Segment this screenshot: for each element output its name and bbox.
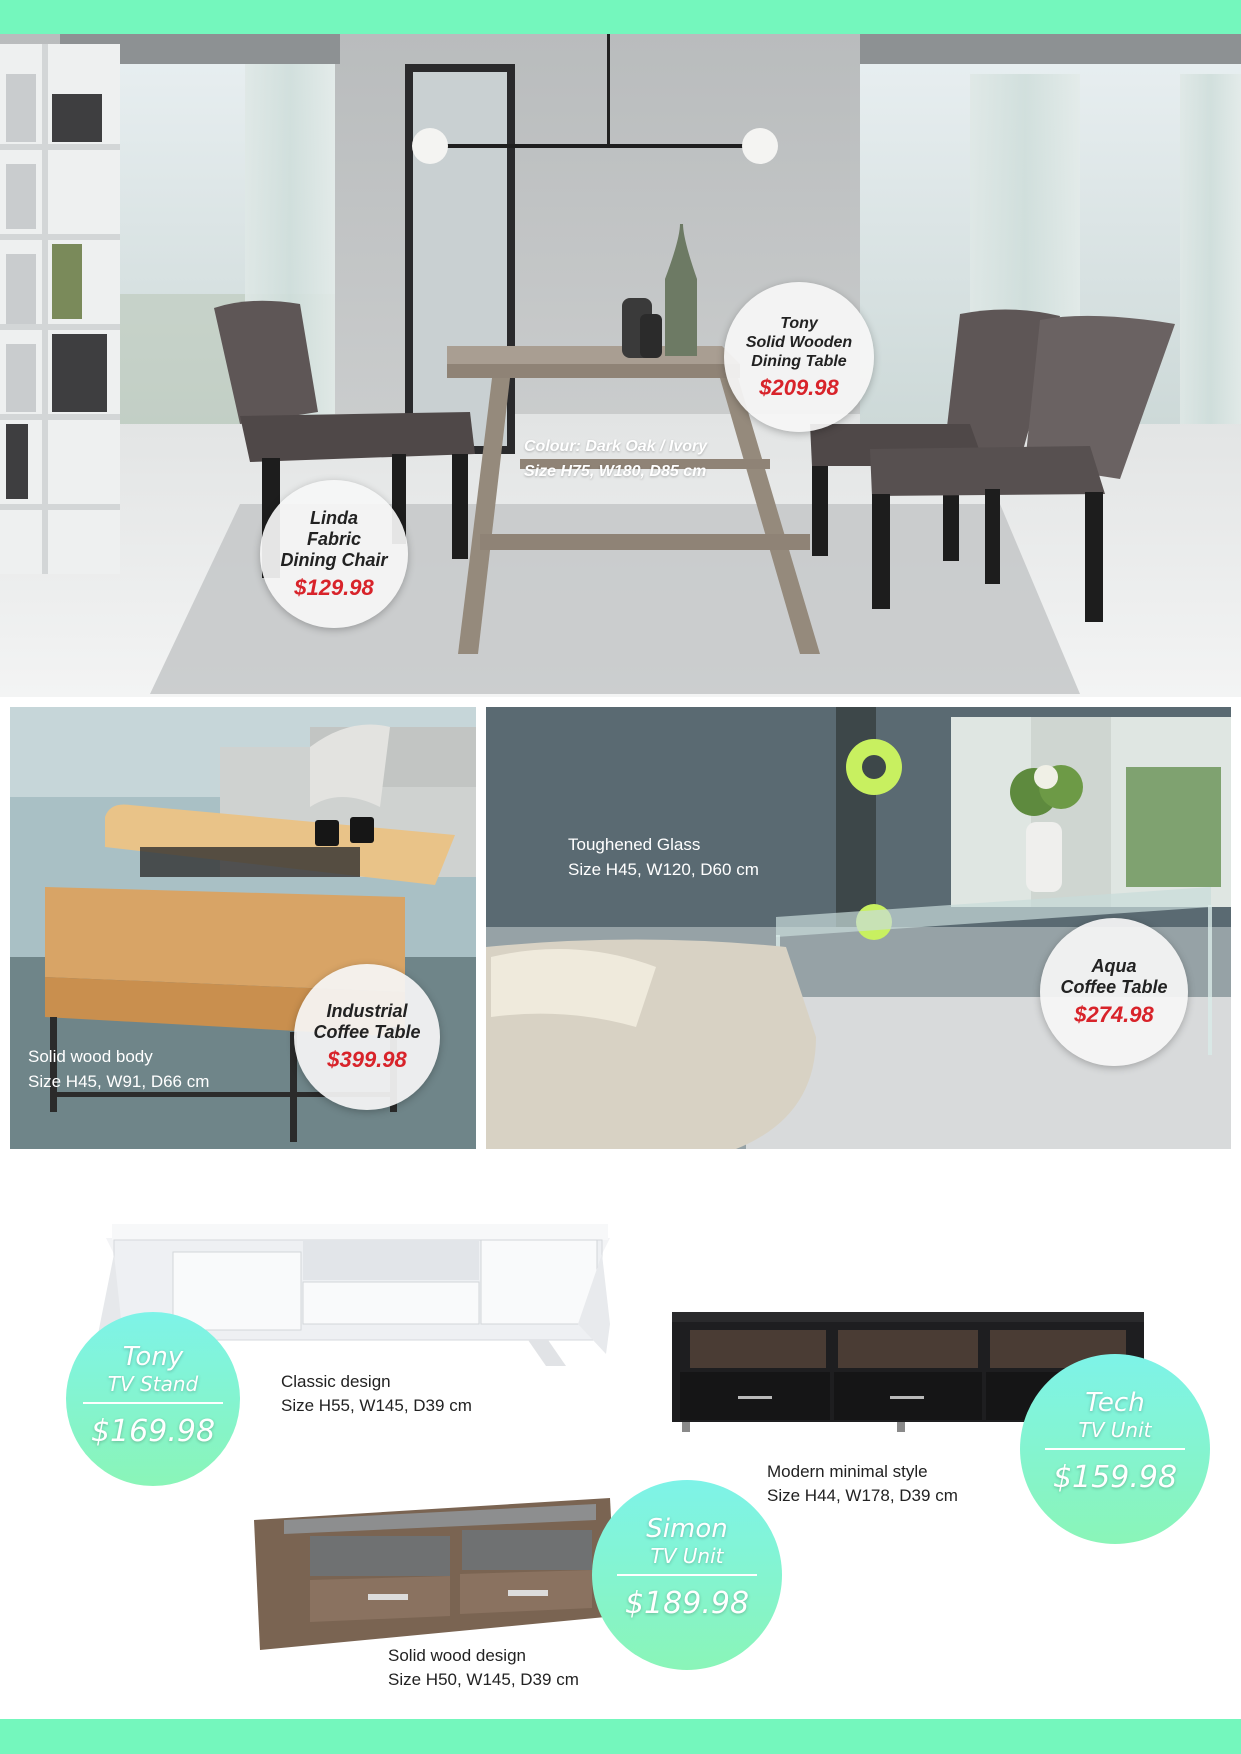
product-name: Linda: [310, 507, 358, 528]
product-name: Solid Wooden: [745, 333, 853, 351]
product-name: Tech: [1085, 1388, 1145, 1418]
product-name: Tony: [780, 314, 818, 332]
product-price: $129.98: [294, 574, 374, 600]
product-price: $399.98: [327, 1047, 407, 1072]
divider: [617, 1574, 757, 1576]
divider: [83, 1402, 223, 1404]
tony-dining-table-price-tag: [724, 282, 874, 432]
aqua-coffee-table-price-tag: [1040, 918, 1188, 1066]
product-price: $209.98: [759, 374, 839, 400]
simon-tv-unit-image: [250, 1490, 616, 1650]
simon-tv-unit-price-circle: [592, 1480, 782, 1670]
size-text: Size H45, W91, D66 cm: [28, 1072, 210, 1091]
dining-room-photo: [0, 34, 1241, 697]
product-price: $274.98: [1074, 1002, 1154, 1027]
design-text: Classic design: [281, 1372, 391, 1391]
tech-tv-unit-spec: [767, 1460, 958, 1508]
aqua-spec: [568, 832, 759, 882]
product-name: Industrial: [326, 1001, 408, 1021]
product-name: Fabric: [306, 528, 362, 549]
product-price: $169.98: [90, 1414, 216, 1449]
divider: [1045, 1448, 1185, 1450]
material-text: Toughened Glass: [568, 835, 701, 854]
simon-tv-unit-spec: [388, 1644, 579, 1692]
linda-chair-price-tag: [260, 480, 408, 628]
product-name: Coffee Table: [313, 1022, 421, 1042]
product-type: TV Stand: [107, 1372, 199, 1396]
product-type: TV Unit: [1078, 1418, 1152, 1442]
design-text: Solid wood design: [388, 1646, 526, 1665]
tech-tv-unit-price-circle: [1020, 1354, 1210, 1544]
product-name: Coffee Table: [1060, 977, 1168, 997]
size-text: Size H45, W120, D60 cm: [568, 860, 759, 879]
top-accent-bar: [0, 0, 1241, 34]
tony-tv-stand-spec: [281, 1370, 472, 1418]
industrial-spec: [28, 1044, 209, 1094]
material-text: Solid wood body: [28, 1047, 153, 1066]
colour-text: Colour: Dark Oak / Ivory: [524, 438, 708, 455]
product-name: Dining Chair: [280, 549, 388, 570]
product-name: Aqua: [1091, 956, 1137, 976]
size-text: Size H50, W145, D39 cm: [388, 1670, 579, 1689]
size-text: Size H55, W145, D39 cm: [281, 1396, 472, 1415]
industrial-coffee-table-price-tag: [294, 964, 440, 1110]
product-name: Tony: [122, 1342, 184, 1372]
bottom-accent-bar: [0, 1719, 1241, 1754]
product-price: $189.98: [624, 1586, 750, 1621]
product-type: TV Unit: [650, 1544, 724, 1568]
tony-tv-stand-price-circle: [66, 1312, 240, 1486]
size-text: Size H75, W180, D85 cm: [524, 463, 707, 480]
product-name: Dining Table: [751, 352, 847, 370]
size-text: Size H44, W178, D39 cm: [767, 1486, 958, 1505]
design-text: Modern minimal style: [767, 1462, 928, 1481]
dining-table-spec: [524, 434, 707, 484]
product-name: Simon: [646, 1514, 728, 1544]
product-price: $159.98: [1052, 1460, 1178, 1495]
